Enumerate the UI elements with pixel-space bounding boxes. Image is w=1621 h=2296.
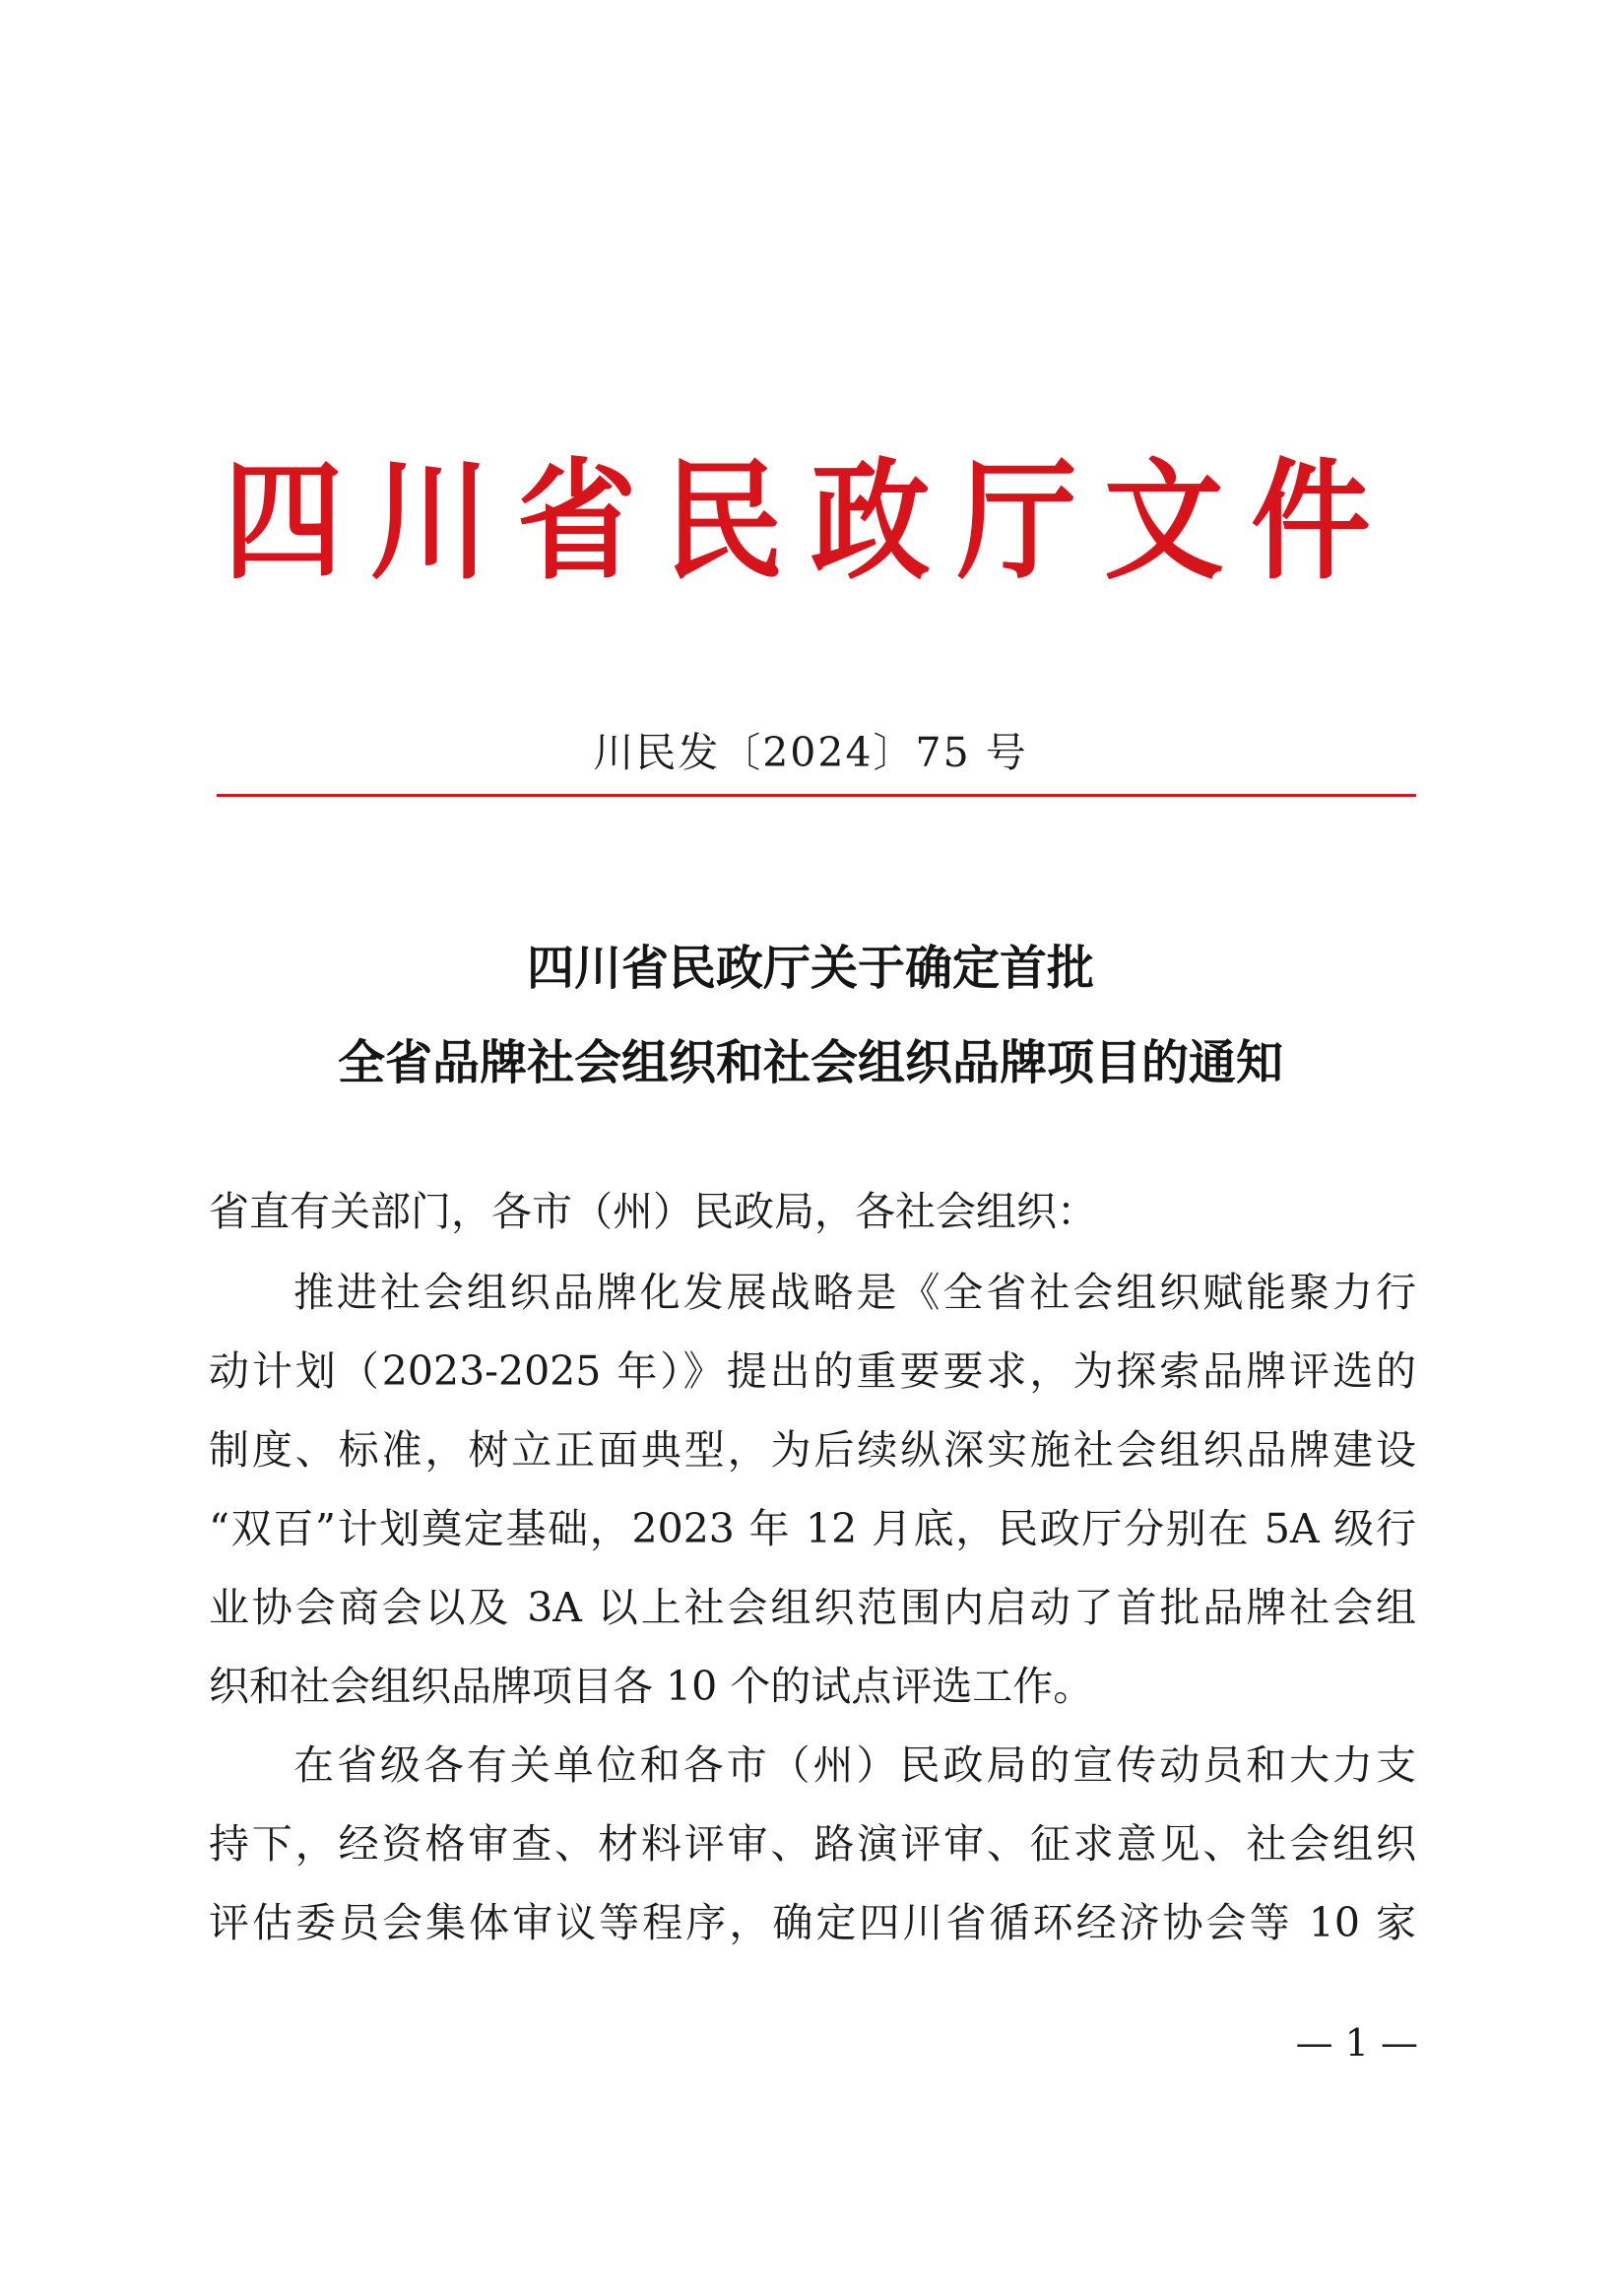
paragraph-line: 持下，经资格审查、材料评审、路演评审、征求意见、社会组织 xyxy=(209,1820,1416,1868)
issuer-title: 四川省民政厅文件 xyxy=(223,445,1398,598)
document-subject xyxy=(0,921,1621,1110)
page-number: — 1 — xyxy=(1295,2021,1418,2065)
document-number: 川民发〔2024〕75 号 xyxy=(593,729,1028,776)
subject-line-2: 全省品牌社会组织和社会组织品牌项目的通知 xyxy=(337,1035,1283,1090)
subject-line-1: 四川省民政厅关于确定首批 xyxy=(526,941,1094,996)
paragraph-line: 业协会商会以及 3A 以上社会组织范围内启动了首批品牌社会组 xyxy=(209,1584,1416,1631)
salutation: 省直有关部门，各市（州）民政局，各社会组织： xyxy=(209,1188,1097,1235)
paragraph-line: 推进社会组织品牌化发展战略是《全省社会组织赋能聚力行 xyxy=(293,1269,1416,1316)
paragraph-line: 制度、标准，树立正面典型，为后续纵深实施社会组织品牌建设 xyxy=(209,1426,1416,1474)
paragraph-line: 动计划（2023-2025 年）》提出的重要要求，为探索品牌评选的 xyxy=(209,1347,1416,1395)
body-paragraph-1 xyxy=(209,1253,1416,1726)
paragraph-line: 评估委员会集体审议等程序，确定四川省循环经济协会等 10 家 xyxy=(209,1899,1416,1946)
body-paragraph-2 xyxy=(209,1726,1416,1962)
red-divider-rule xyxy=(217,794,1416,797)
paragraph-line: “双百”计划奠定基础，2023 年 12 月底，民政厅分别在 5A 级行 xyxy=(209,1505,1416,1552)
paragraph-line: 织和社会组织品牌项目各 10 个的试点评选工作。 xyxy=(209,1663,1094,1710)
paragraph-line: 在省级各有关单位和各市（州）民政局的宣传动员和大力支 xyxy=(293,1741,1416,1789)
